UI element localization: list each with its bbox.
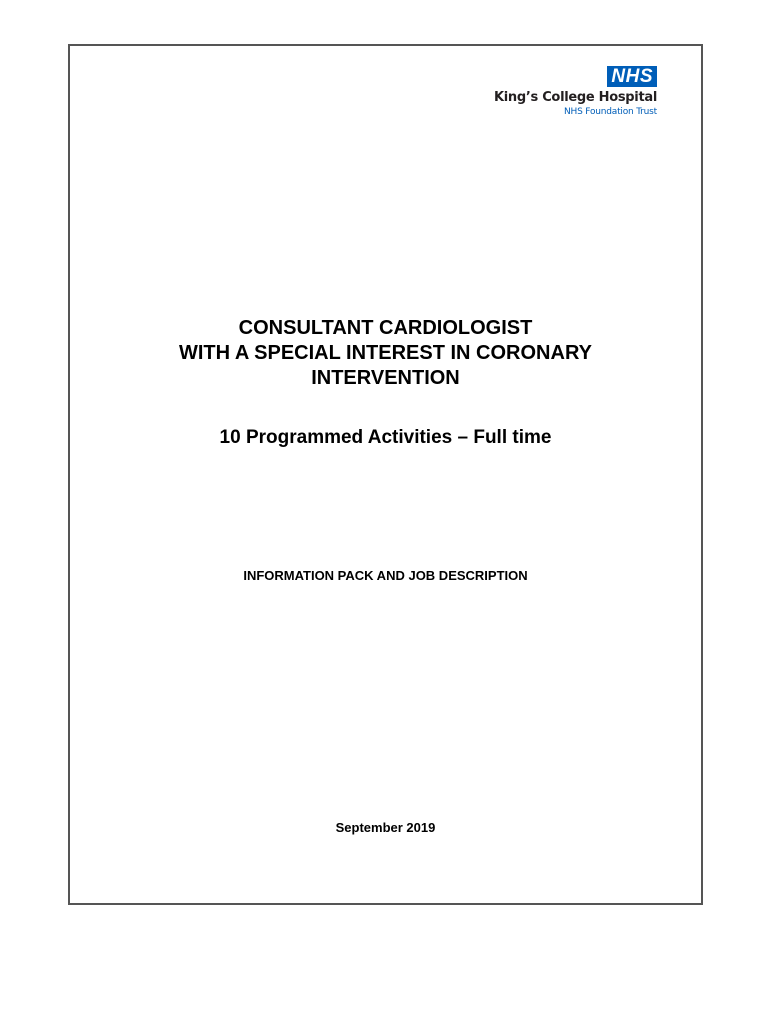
organisation-name: King’s College Hospital bbox=[494, 90, 657, 105]
page-border bbox=[68, 44, 703, 905]
title-line-1: CONSULTANT CARDIOLOGIST bbox=[238, 317, 533, 339]
document-title bbox=[70, 316, 701, 391]
nhs-logo bbox=[494, 66, 657, 118]
nhs-badge: NHS bbox=[607, 66, 657, 87]
title-line-3: INTERVENTION bbox=[311, 367, 460, 389]
document-subtitle: 10 Programmed Activities – Full time bbox=[219, 427, 552, 448]
title-line-2: WITH A SPECIAL INTEREST IN CORONARY bbox=[179, 342, 592, 364]
document-type: INFORMATION PACK AND JOB DESCRIPTION bbox=[243, 568, 528, 583]
organisation-subtitle: NHS Foundation Trust bbox=[564, 107, 657, 117]
document-date: September 2019 bbox=[335, 820, 436, 835]
